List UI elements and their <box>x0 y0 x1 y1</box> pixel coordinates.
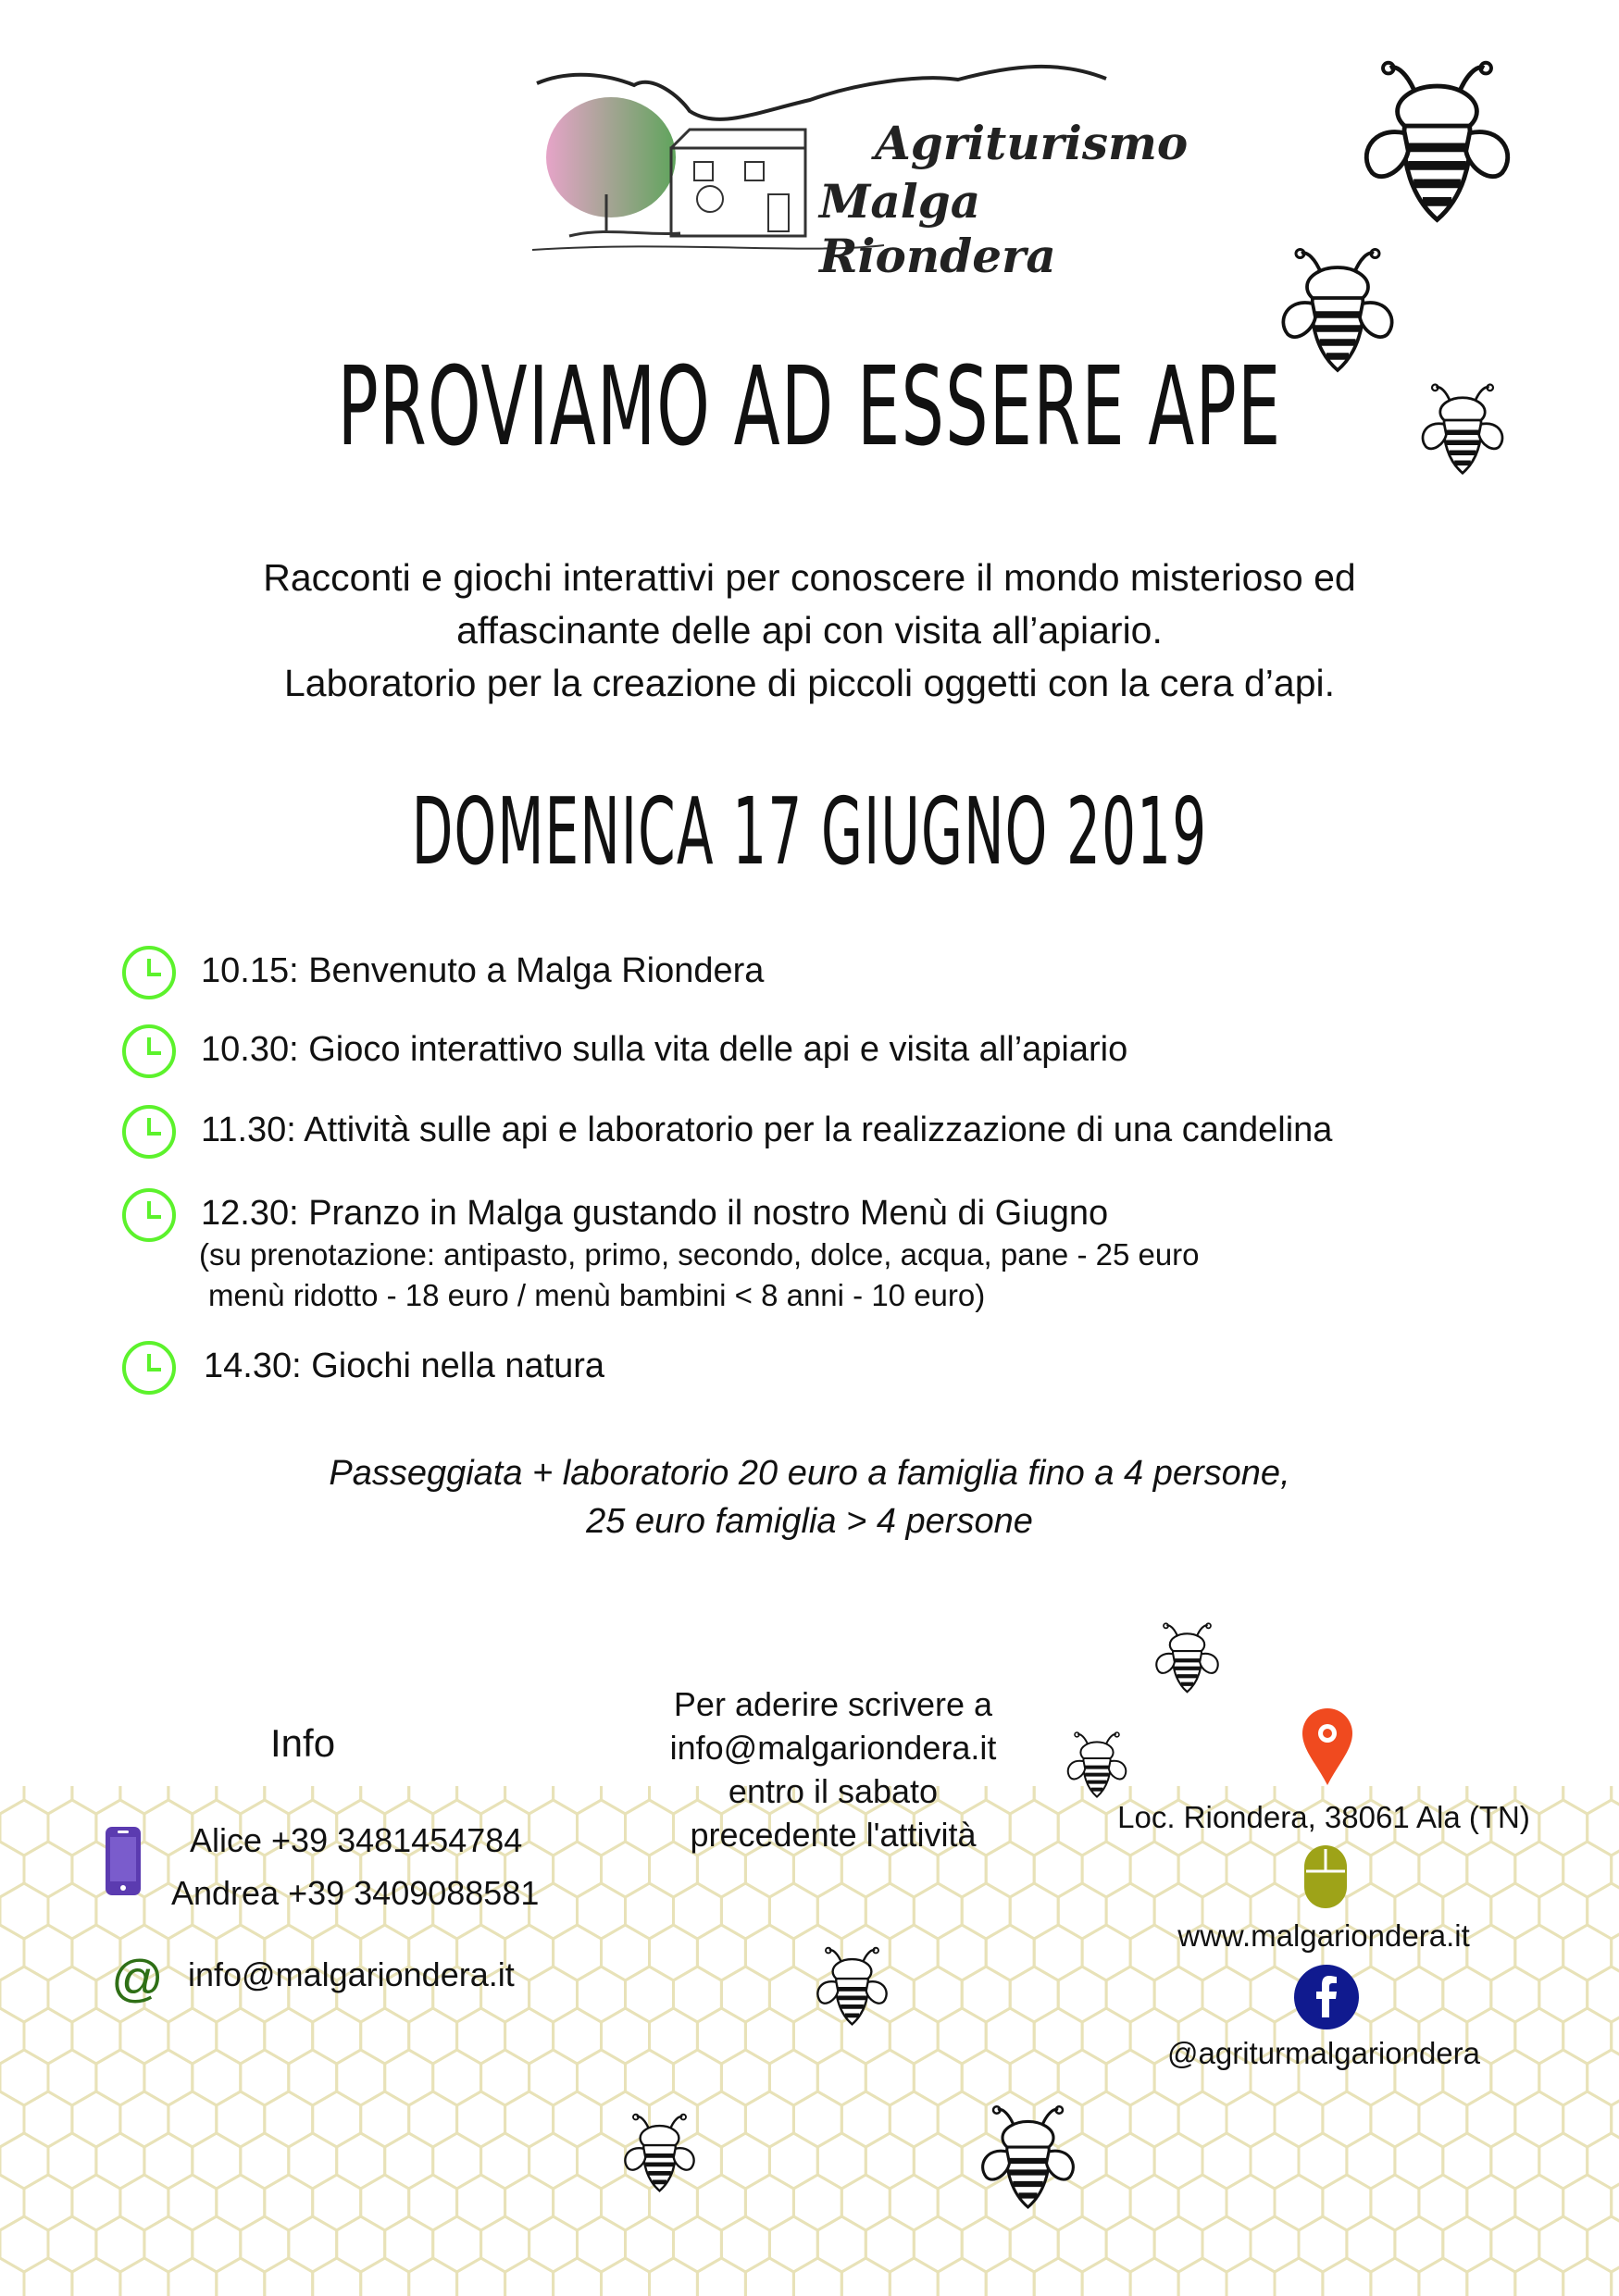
honeycomb-cell <box>217 2258 265 2296</box>
honeycomb-cell <box>650 2258 698 2296</box>
honeycomb-cell <box>793 2258 841 2296</box>
honeycomb-cell <box>1130 2258 1178 2296</box>
honeycomb-cell <box>1612 2091 1619 2147</box>
honeycomb-cell <box>986 2258 1034 2296</box>
bee-icon <box>1060 1729 1134 1803</box>
honeycomb-cell <box>1178 2258 1227 2296</box>
clock-icon <box>120 1103 178 1160</box>
honeycomb-cell <box>1227 2258 1275 2296</box>
clock-icon <box>120 1023 178 1080</box>
honeycomb-cell <box>265 2258 313 2296</box>
honeycomb-cell <box>1563 2258 1612 2296</box>
honeycomb-cell <box>313 2258 361 2296</box>
honeycomb-cell <box>1588 2216 1619 2272</box>
honeycomb-cell <box>1588 1967 1619 2022</box>
facebook-handle[interactable]: @agriturmalgariondera <box>1167 2036 1480 2070</box>
phone-icon <box>104 1825 143 1897</box>
honeycomb-cell <box>72 2258 120 2296</box>
honeycomb-cell <box>0 1786 24 1814</box>
website-link[interactable]: www.malgariondera.it <box>1177 1918 1470 1953</box>
honeycomb-cell <box>265 1786 313 1814</box>
honeycomb-cell <box>1515 2258 1563 2296</box>
schedule-note: (su prenotazione: antipasto, primo, secondo, dolce, acqua, pane - 25 euro <box>199 1237 1200 1272</box>
address: Loc. Riondera, 38061 Ala (TN) <box>1117 1800 1530 1834</box>
phone-andrea[interactable]: Andrea +39 3409088581 <box>171 1874 540 1912</box>
honeycomb-cell <box>120 2258 168 2296</box>
intro-line: affascinante delle api con visita all’apiario. <box>456 609 1163 652</box>
honeycomb-cell <box>1588 1800 1619 1855</box>
event-date: DOMENICA 17 GIUGNO 2019 <box>411 777 1208 886</box>
honeycomb-cell <box>938 2258 986 2296</box>
honeycomb-cell <box>1588 1883 1619 1939</box>
honeycomb-cell <box>1371 2258 1419 2296</box>
honeycomb-cell <box>72 1786 120 1814</box>
honeycomb-cell <box>602 2258 650 2296</box>
info-email[interactable]: info@malgariondera.it <box>188 1955 515 1993</box>
intro-text <box>0 552 1619 710</box>
bee-icon <box>808 1943 896 2031</box>
honeycomb-cell <box>1419 2258 1467 2296</box>
honeycomb-cell <box>409 1786 457 1814</box>
location-pin-icon <box>1301 1707 1354 1787</box>
signup-line: entro il sabato <box>728 1772 939 1810</box>
honeycomb-cell <box>1612 2258 1619 2296</box>
honeycomb-cell <box>457 2258 505 2296</box>
honeycomb-cell <box>1588 2133 1619 2189</box>
honeycomb-cell <box>24 2258 72 2296</box>
schedule-text: 11.30: Attività sulle api e laboratorio per la realizzazione di una candelina <box>201 1111 1333 1149</box>
bee-icon <box>1148 1620 1227 1698</box>
honeycomb-cell <box>217 1786 265 1814</box>
honeycomb-cell <box>1612 1925 1619 1980</box>
honeycomb-cell <box>1275 2258 1323 2296</box>
honeycomb-cell <box>313 1786 361 1814</box>
honeycomb-cell <box>457 1786 505 1814</box>
honeycomb-cell <box>24 1786 72 1814</box>
honeycomb-cell <box>168 1786 217 1814</box>
clock-icon <box>120 1186 178 1244</box>
bee-icon <box>1268 242 1407 381</box>
price-line: 25 euro famiglia > 4 persone <box>586 1502 1033 1541</box>
honeycomb-cell <box>505 1786 554 1814</box>
honeycomb-cell <box>1323 2258 1371 2296</box>
facebook-icon <box>1293 1964 1360 2030</box>
honeycomb-cell <box>1563 1786 1612 1814</box>
honeycomb-cell <box>1082 2258 1130 2296</box>
bee-icon <box>616 2110 704 2198</box>
schedule-text: 10.15: Benvenuto a Malga Riondera <box>201 951 765 990</box>
signup-line: Per aderire scrivere a <box>673 1685 993 1723</box>
bee-icon <box>1412 379 1513 481</box>
honeycomb-cell <box>120 1786 168 1814</box>
honeycomb-cell <box>745 2258 793 2296</box>
honeycomb-cell <box>890 2258 938 2296</box>
honeycomb-cell <box>1588 2050 1619 2105</box>
honeycomb-cell <box>697 2258 745 2296</box>
honeycomb-cell <box>0 2258 24 2296</box>
price-line: Passeggiata + laboratorio 20 euro a famiglia fino a 4 persone, <box>329 1454 1290 1493</box>
intro-line: Racconti e giochi interattivi per conoscere il mondo misterioso ed <box>263 556 1356 599</box>
bee-icon <box>970 2101 1086 2216</box>
schedule-note: menù ridotto - 18 euro / menù bambini < 8 anni - 10 euro) <box>208 1278 986 1312</box>
schedule-text: 10.30: Gioco interattivo sulla vita delle api e visita all’apiario <box>201 1030 1128 1069</box>
clock-icon <box>120 1339 178 1396</box>
honeycomb-cell <box>1467 2258 1515 2296</box>
honeycomb-cell <box>168 2258 217 2296</box>
honeycomb-cell <box>1612 2175 1619 2230</box>
bee-icon <box>1347 54 1527 234</box>
signup-email[interactable]: info@malgariondera.it <box>669 1729 997 1767</box>
page-title: PROVIAMO AD ESSERE APE <box>337 342 1282 470</box>
mouse-icon <box>1302 1843 1349 1910</box>
logo-line-2: Malga Riondera <box>819 174 1056 283</box>
schedule-text: 14.30: Giochi nella natura <box>204 1347 605 1385</box>
honeycomb-cell <box>505 2258 554 2296</box>
info-heading: Info <box>270 1721 336 1765</box>
honeycomb-cell <box>554 1786 602 1814</box>
honeycomb-cell <box>841 2258 890 2296</box>
price-info <box>0 1449 1619 1545</box>
honeycomb-cell <box>1034 2258 1082 2296</box>
honeycomb-cell <box>361 2258 409 2296</box>
intro-line: Laboratorio per la creazione di piccoli oggetti con la cera d’api. <box>283 662 1335 704</box>
honeycomb-cell <box>1612 1842 1619 1897</box>
clock-icon <box>120 944 178 1001</box>
honeycomb-cell <box>361 1786 409 1814</box>
phone-alice[interactable]: Alice +39 3481454784 <box>190 1821 523 1859</box>
signup-text <box>602 1682 1065 1856</box>
honeycomb-cell <box>409 2258 457 2296</box>
honeycomb-cell <box>1612 2008 1619 2064</box>
logo <box>532 56 1189 283</box>
at-icon: @ <box>111 1949 164 2007</box>
honeycomb-cell <box>554 2258 602 2296</box>
schedule-text: 12.30: Pranzo in Malga gustando il nostro Menù di Giugno <box>201 1194 1109 1233</box>
logo-line-1: Agriturismo <box>875 116 1189 170</box>
signup-line: precedente l'attività <box>690 1816 977 1854</box>
